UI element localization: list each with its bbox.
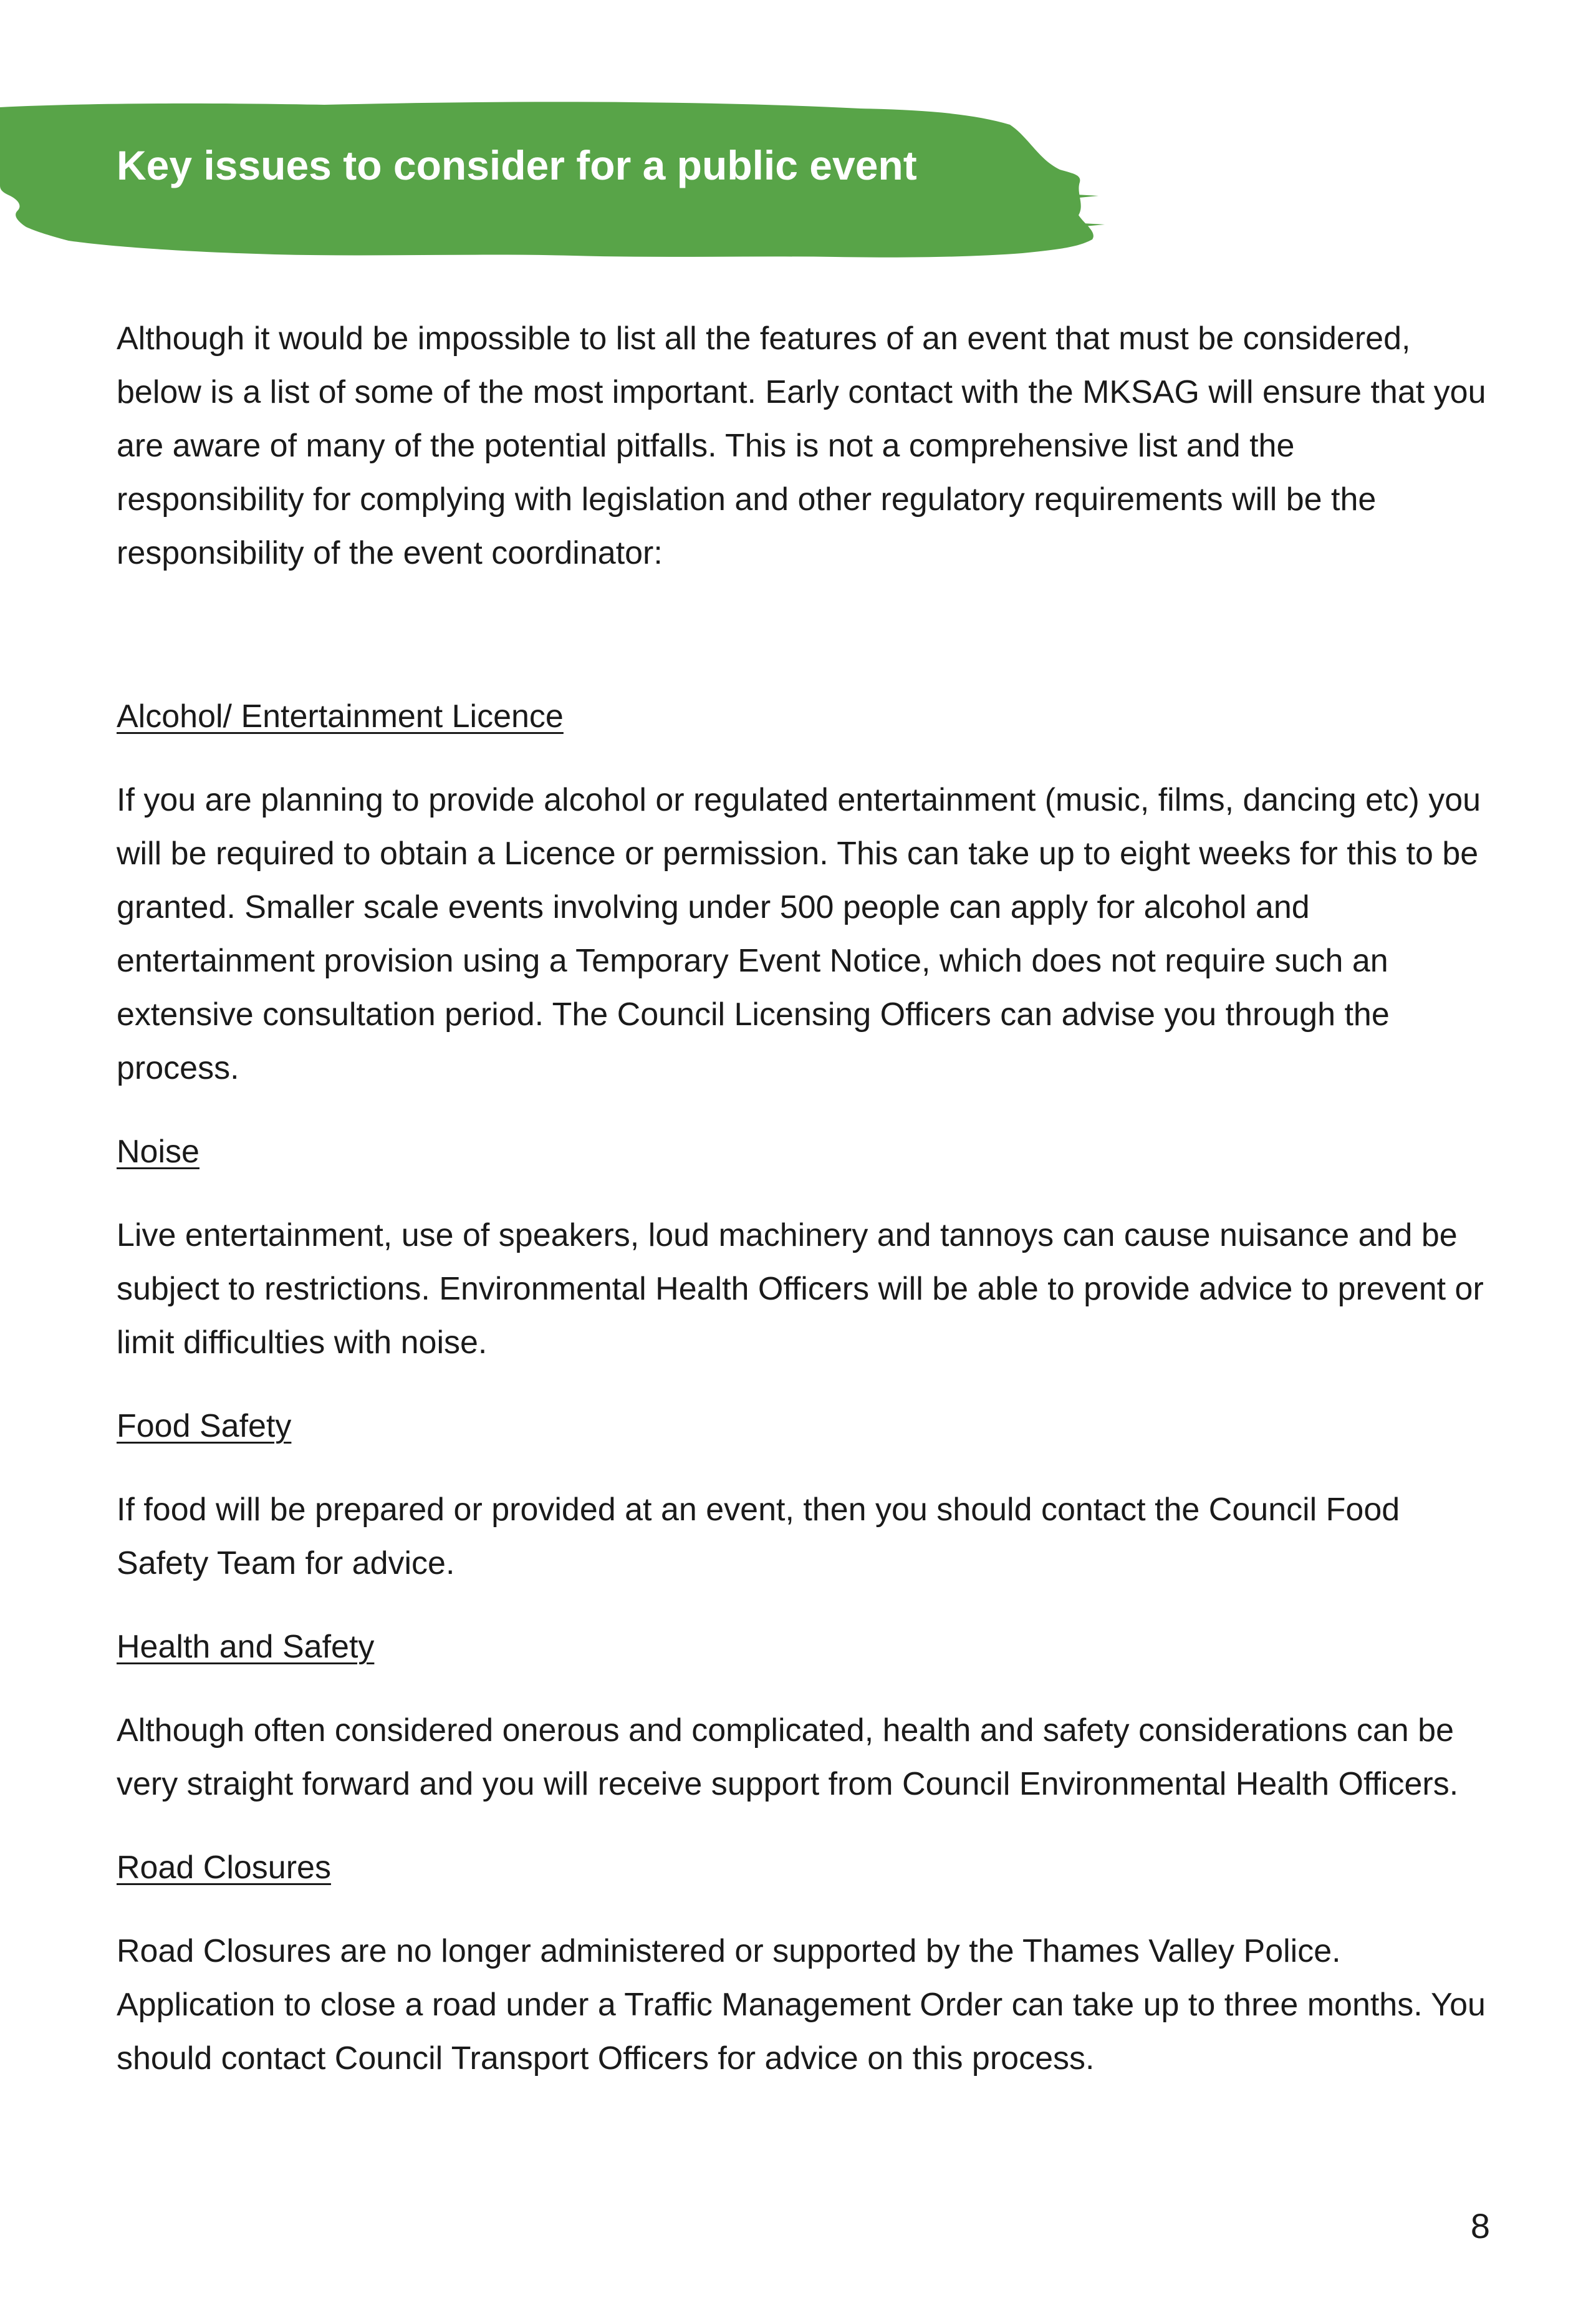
section-heading: Food Safety: [117, 1408, 292, 1444]
page-title: Key issues to consider for a public event: [117, 142, 917, 188]
section-body: Live entertainment, use of speakers, loud machinery and tannoys can cause nuisance and be subject to restrictions. Environmental Health Officers will be able to provide advice to prevent or limit difficulties with noise.: [117, 1217, 1484, 1361]
section-body: If you are planning to provide alcohol or regulated entertainment (music, films, dancing etc) you will be required to obtain a Licence or permission. This can take up to eight weeks for this to be granted. Smaller scale events involving under 500 people can apply for alcohol and entertainment provision using a Temporary Event Notice, which does not require such an extensive consultation period. The Council Licensing Officers can advise you through the process.: [117, 782, 1481, 1086]
section-body: Road Closures are no longer administered or supported by the Thames Valley Police. Application to close a road under a Traffic Management Order can take up to three months. You should contact Council Transport Officers for advice on this process.: [117, 1933, 1486, 2077]
section-food-safety: [117, 1399, 1488, 1590]
document-content: [117, 312, 1488, 2115]
section-noise: [117, 1125, 1488, 1369]
section-body: If food will be prepared or provided at an event, then you should contact the Council Food Safety Team for advice.: [117, 1492, 1400, 1581]
section-heading: Noise: [117, 1134, 200, 1170]
page-number: 8: [1470, 2206, 1490, 2246]
section-road-closures: [117, 1841, 1488, 2085]
section-heading: Alcohol/ Entertainment Licence: [117, 698, 564, 735]
section-heading: Road Closures: [117, 1850, 331, 1886]
section-health-and-safety: [117, 1620, 1488, 1811]
title-banner: [0, 100, 1110, 268]
intro-paragraph: Although it would be impossible to list all the features of an event that must be considered, below is a list of some of the most important. Early contact with the MKSAG will ensure that you are aware of many of the potential pitfalls. This is not a comprehensive list and the responsibility for complying with legislation and other regulatory requirements will be the responsibility of the event coordinator:: [117, 321, 1486, 571]
section-heading: Health and Safety: [117, 1629, 375, 1665]
section-body: Although often considered onerous and complicated, health and safety considerations can be very straight forward and you will receive support from Council Environmental Health Officers.: [117, 1712, 1459, 1802]
section-alcohol-licence: [117, 690, 1488, 1095]
